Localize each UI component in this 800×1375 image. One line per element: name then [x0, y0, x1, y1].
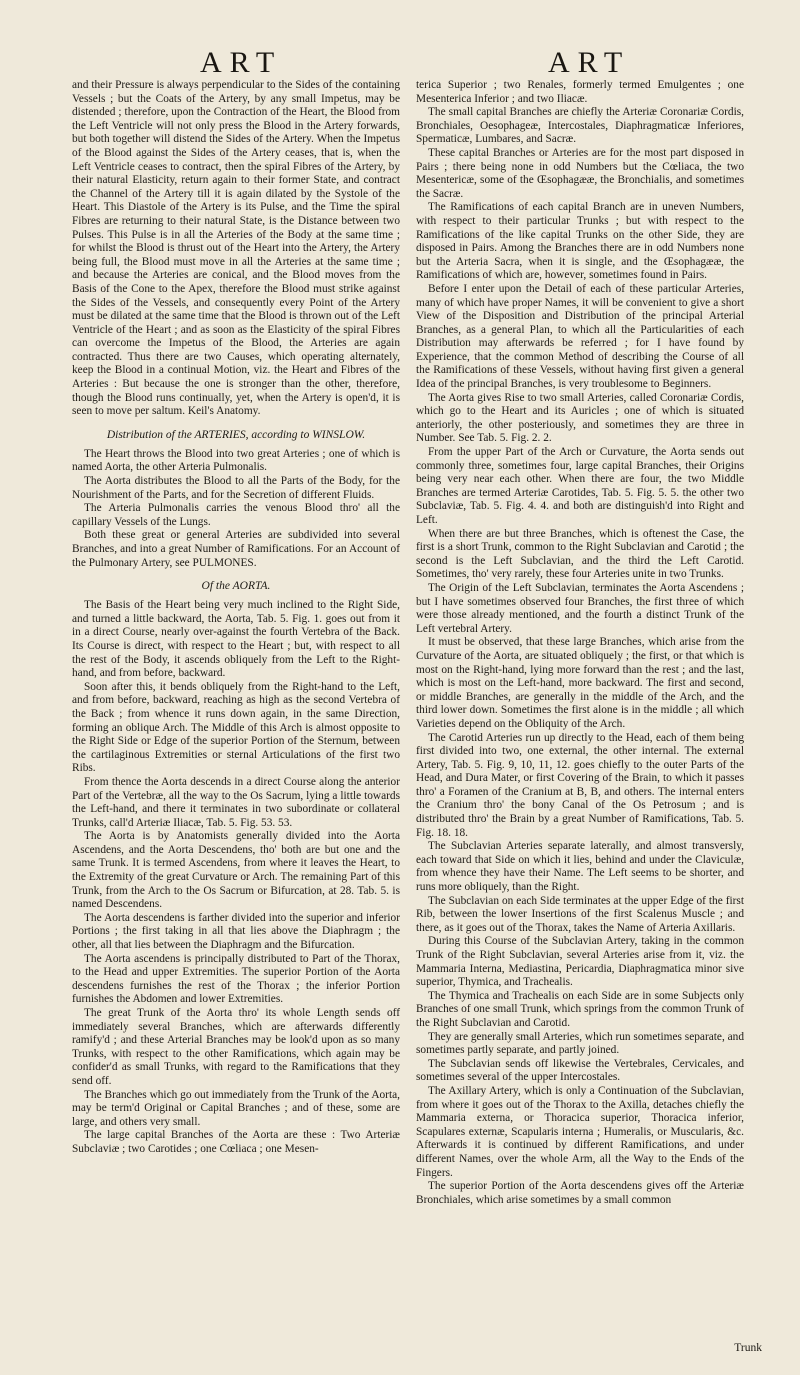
- paragraph: The Axillary Artery, which is only a Continuation of the Subclavian, from where it goes out of the Thorax to the Axilla, detaches chiefly the Mammaria externa, or Thoracica superior, Thoracica inferior, Scapulares externæ, Scapularis interna ; Humeralis, or Muscularis, &c. Afterwards it is continued by different Ramifications, and under different Names, over the whole Arm, all the Way to the Ends of the Fingers.: [416, 1084, 744, 1179]
- paragraph: Before I enter upon the Detail of each of these particular Arteries, many of which have proper Names, it will be convenient to give a short View of the Disposition and Distribution of the principal Arterial Branches, as a general Plan, to which all the Particularities of each Distribution may afterwards be referred ; for I have found by Experience, that the common Method of describing the Course of all the Ramifications of these Vessels, without having first given a general Idea of the principal Branches, is very troublesome to Beginners.: [416, 282, 744, 391]
- paragraph: Soon after this, it bends obliquely from the Right-hand to the Left, and from before, backward, reaching as high as the second Vertebra of the Back ; from whence it runs down again, in the same Direction, forming an oblique Arch. The Middle of this Arch is almost opposite to the Right Side or Edge of the superior Portion of the Sternum, between the cartilaginous Extremities or sternal Articulations of the first two Ribs.: [72, 680, 400, 775]
- paragraph: The Aorta is by Anatomists generally divided into the Aorta Ascendens, and the Aorta Descendens, tho' both are but one and the same Trunk. It is termed Ascendens, from where it leaves the Heart, to the Extremity of the great Curvature or Arch. The remaining Part of this Trunk, from the Arch to the Os Sacrum or Bifurcation, at 28. Tab. 5. is named Descendens.: [72, 830, 400, 911]
- paragraph: The Aorta descendens is farther divided into the superior and inferior Portions ; the first taking in all that lies above the Diaphragm ; the other, all that lies between the Diaphragm and the Bifurcation.: [72, 911, 400, 952]
- paragraph: The great Trunk of the Aorta thro' its whole Length sends off immediately several Branches, which are afterwards differently ramify'd ; and these Arterial Branches may be look'd upon as so many Trunks, with respect to the other Ramifications, which again may be confider'd as small Trunks, with regard to the Ramifications that they send off.: [72, 1007, 400, 1087]
- catchword: Trunk: [734, 1342, 762, 1354]
- paragraph: When there are but three Branches, which is oftenest the Case, the first is a short Trunk, common to the Right Subclavian and Carotid ; the second is the Left Subclavian, and the third the Left Carotid. Sometimes, tho' very rarely, these four Arteries unite in two Trunks.: [416, 527, 744, 581]
- paragraph: These capital Branches or Arteries are for the most part disposed in Pairs ; there being none in odd Numbers but the Cœliaca, the two Mesentericæ, some of the Œsophagææ, the Bronchialis, and sometimes the Sacræ.: [416, 146, 744, 200]
- paragraph: The Arteria Pulmonalis carries the venous Blood thro' all the capillary Vessels of the Lungs.: [72, 502, 400, 528]
- paragraph: Both these great or general Arteries are subdivided into several Branches, and into a great Number of Ramifications. For an Account of the Pulmonary Artery, see PULMONES.: [72, 529, 400, 569]
- paragraph: The small capital Branches are chiefly the Arteriæ Coronariæ Cordis, Bronchiales, Oesophageæ, Intercostales, Diaphragmaticæ Inferiores, Spermaticæ, Lumbares, and Sacræ.: [416, 106, 744, 146]
- paragraph: The Aorta ascendens is principally distributed to Part of the Thorax, to the Head and upper Extremities. The superior Portion of the Aorta descendens furnishes the rest of the Thorax ; the inferior Portion furnishes the Abdomen and lower Extremities.: [72, 952, 400, 1006]
- paragraph: The Aorta gives Rise to two small Arteries, called Coronariæ Cordis, which go to the Heart and its Auricles ; one of which is situated anteriorly, the other posteriously, and sometimes they are three in Number. See Tab. 5. Fig. 2. 2.: [416, 391, 744, 445]
- paragraph: The Branches which go out immediately from the Trunk of the Aorta, may be term'd Original or Capital Branches ; and of these, some are large, and others very small.: [72, 1088, 400, 1128]
- paragraph: The Origin of the Left Subclavian, terminates the Aorta Ascendens ; but I have sometimes observed four Branches, the first three of which were those already mentioned, and the fourth a distinct Trunk of the Left vertebral Artery.: [416, 581, 744, 635]
- paragraph: The Subclavian on each Side terminates at the upper Edge of the first Rib, between the lower Insertions of the first Scalenus Muscle ; and there, as it goes out of the Thorax, takes the Name of Arteria Axillaris.: [416, 894, 744, 934]
- running-head-left: ART: [200, 46, 283, 79]
- paragraph: The Subclavian Arteries separate laterally, and almost transversly, each toward that Side on which it lies, behind and under the Claviculæ, from whence they have their Name. The Left seems to be shorter, and runs more obliquely, than the Right.: [416, 840, 744, 894]
- paragraph: The superior Portion of the Aorta descendens gives off the Arteriæ Bronchiales, which arise sometimes by a small common: [416, 1180, 744, 1206]
- running-head-right: ART: [548, 46, 631, 79]
- paragraph: The Thymica and Trachealis on each Side are in some Subjects only Branches of one small Trunk, which springs from the common Trunk of the Right Subclavian and Carotid.: [416, 989, 744, 1029]
- paragraph: During this Course of the Subclavian Artery, taking in the common Trunk of the Right Subclavian, several Arteries arise from it, viz. the Mammaria Interna, Mediastina, Pericardia, Diaphragmatica minor sive superior, Thymica, and Trachealis.: [416, 935, 744, 989]
- paragraph: The Aorta distributes the Blood to all the Parts of the Body, for the Nourishment of the Parts, and for the Secretion of different Fluids.: [72, 475, 400, 501]
- paragraph: They are generally small Arteries, which run sometimes separate, and sometimes partly separate, and partly joined.: [416, 1030, 744, 1057]
- paragraph: From thence the Aorta descends in a direct Course along the anterior Part of the Vertebræ, all the way to the Os Sacrum, lying a little towards the Left-hand, and there it terminates in two subordinate or collateral Trunks, call'd Arteriæ Iliacæ, Tab. 5. Fig. 53. 53.: [72, 775, 400, 829]
- paragraph: The large capital Branches of the Aorta are these : Two Arteriæ Subclaviæ ; two Carotides ; one Cœliaca ; one Mesen-: [72, 1129, 400, 1155]
- paragraph: and their Pressure is always perpendicular to the Sides of the containing Vessels ; but the Coats of the Artery, by any small Impetus, may be distended ; therefore, upon the Contraction of the Heart, the Blood from the Left Ventricle will not only press the Blood in the Artery forwards, but both together will distend the Sides of the Artery. When the Impetus of the Blood against the Sides of the Artery ceases, that is, when the Left Ventricle ceases to contract, then the spiral Fibres of the Artery, by their natural Elasticity, return again to their former State, and contract the Channel of the Artery till it is again dilated by the Systole of the Heart. This Diastole of the Artery is its Pulse, and the Time the spiral Fibres are returning to their natural State, is the Distance between two Pulses. This Pulse is in all the Arteries of the Body at the same time ; for whilst the Blood is thrust out of the Heart into the Artery, the Artery being full, the Blood must move in all the Arteries at the same time ; and because the Arteries are conical, and the Blood moves from the Basis of the Cone to the Apex, therefore the Blood must strike against the Sides of the Vessels, and consequently every Point of the Artery must be dilated at the same time that the Blood is thrown out of the Left Ventricle of the Heart ; and as soon as the Elasticity of the spiral Fibres can overcome the Impetus of the Blood, the Arteries are again contracted. Thus there are two Causes, which operating alternately, keep the Blood in a continual Motion, viz. the Heart and Fibres of the Arteries : But because the one is stronger than the other, therefore, though the Blood runs continually, yet, when the Artery is open'd, it is seen to move per saltum. Keil's Anatomy.: [72, 79, 400, 418]
- column-divider: [405, 82, 406, 1337]
- section-heading: Of the AORTA.: [201, 580, 271, 593]
- paragraph: terica Superior ; two Renales, formerly termed Emulgentes ; one Mesenterica Inferior ; and two Iliacæ.: [416, 79, 744, 105]
- paragraph: From the upper Part of the Arch or Curvature, the Aorta sends out commonly three, sometimes four, large capital Branches, their Origins being very near each other. When there are four, the two Middle Branches are termed Arteriæ Carotides, Tab. 5. Fig. 5. 5. the other two Subclaviæ, Tab. 5. Fig. 4. 4. and both are distinguish'd into Right and Left.: [416, 446, 744, 526]
- section-heading: Distribution of the ARTERIES, according to WINSLOW.: [106, 428, 366, 441]
- left-column: [72, 79, 400, 1157]
- right-column: [416, 79, 744, 1207]
- paragraph: The Carotid Arteries run up directly to the Head, each of them being first divided into two, one external, the other internal. The external Artery, Tab. 5. Fig. 9, 10, 11, 12. goes chiefly to the outer Parts of the Head, and Dura Mater, or first Covering of the Brain, to which it passes thro' a Foramen of the Cranium at B, B, and others. The internal enters the Cranium thro' the bony Canal of the Os Petrosum ; and is distributed thro' the Brain by a great Number of Ramifications, Tab. 5. Fig. 18. 18.: [416, 731, 744, 839]
- paragraph: The Ramifications of each capital Branch are in uneven Numbers, with respect to their particular Trunks ; but with respect to the Ramifications of the like capital Trunks on the other Side, they are disposed in Pairs. Among the Branches there are in odd Numbers none but the Arteria Sacra, when it is single, and the Œsophagææ, the Ramifications of which are, however, sometimes found in Pairs.: [416, 201, 744, 282]
- paragraph: The Subclavian sends off likewise the Vertebrales, Cervicales, and sometimes several of the upper Intercostales.: [416, 1057, 744, 1084]
- paragraph: The Heart throws the Blood into two great Arteries ; one of which is named Aorta, the other Arteria Pulmonalis.: [72, 447, 400, 474]
- paragraph: It must be observed, that these large Branches, which arise from the Curvature of the Aorta, are situated obliquely ; the first, or that which is most on the Right-hand, lying more forward than the rest ; and the last, which is most on the Left-hand, more backward. The first and second, or middle Branches, are generally in the middle of the Arch, and the third lower down. Sometimes the first alone is in the middle ; all which Varieties depend on the Obliquity of the Arch.: [416, 636, 744, 730]
- paragraph: The Basis of the Heart being very much inclined to the Right Side, and turned a little backward, the Aorta, Tab. 5. Fig. 1. goes out from it in a direct Course, nearly over-against the fourth Vertebra of the Back. Its Course is direct, with respect to the Heart ; but, with respect to all the rest of the Body, it ascends obliquely from the Left to the Right-hand, and from before, backward.: [72, 599, 400, 680]
